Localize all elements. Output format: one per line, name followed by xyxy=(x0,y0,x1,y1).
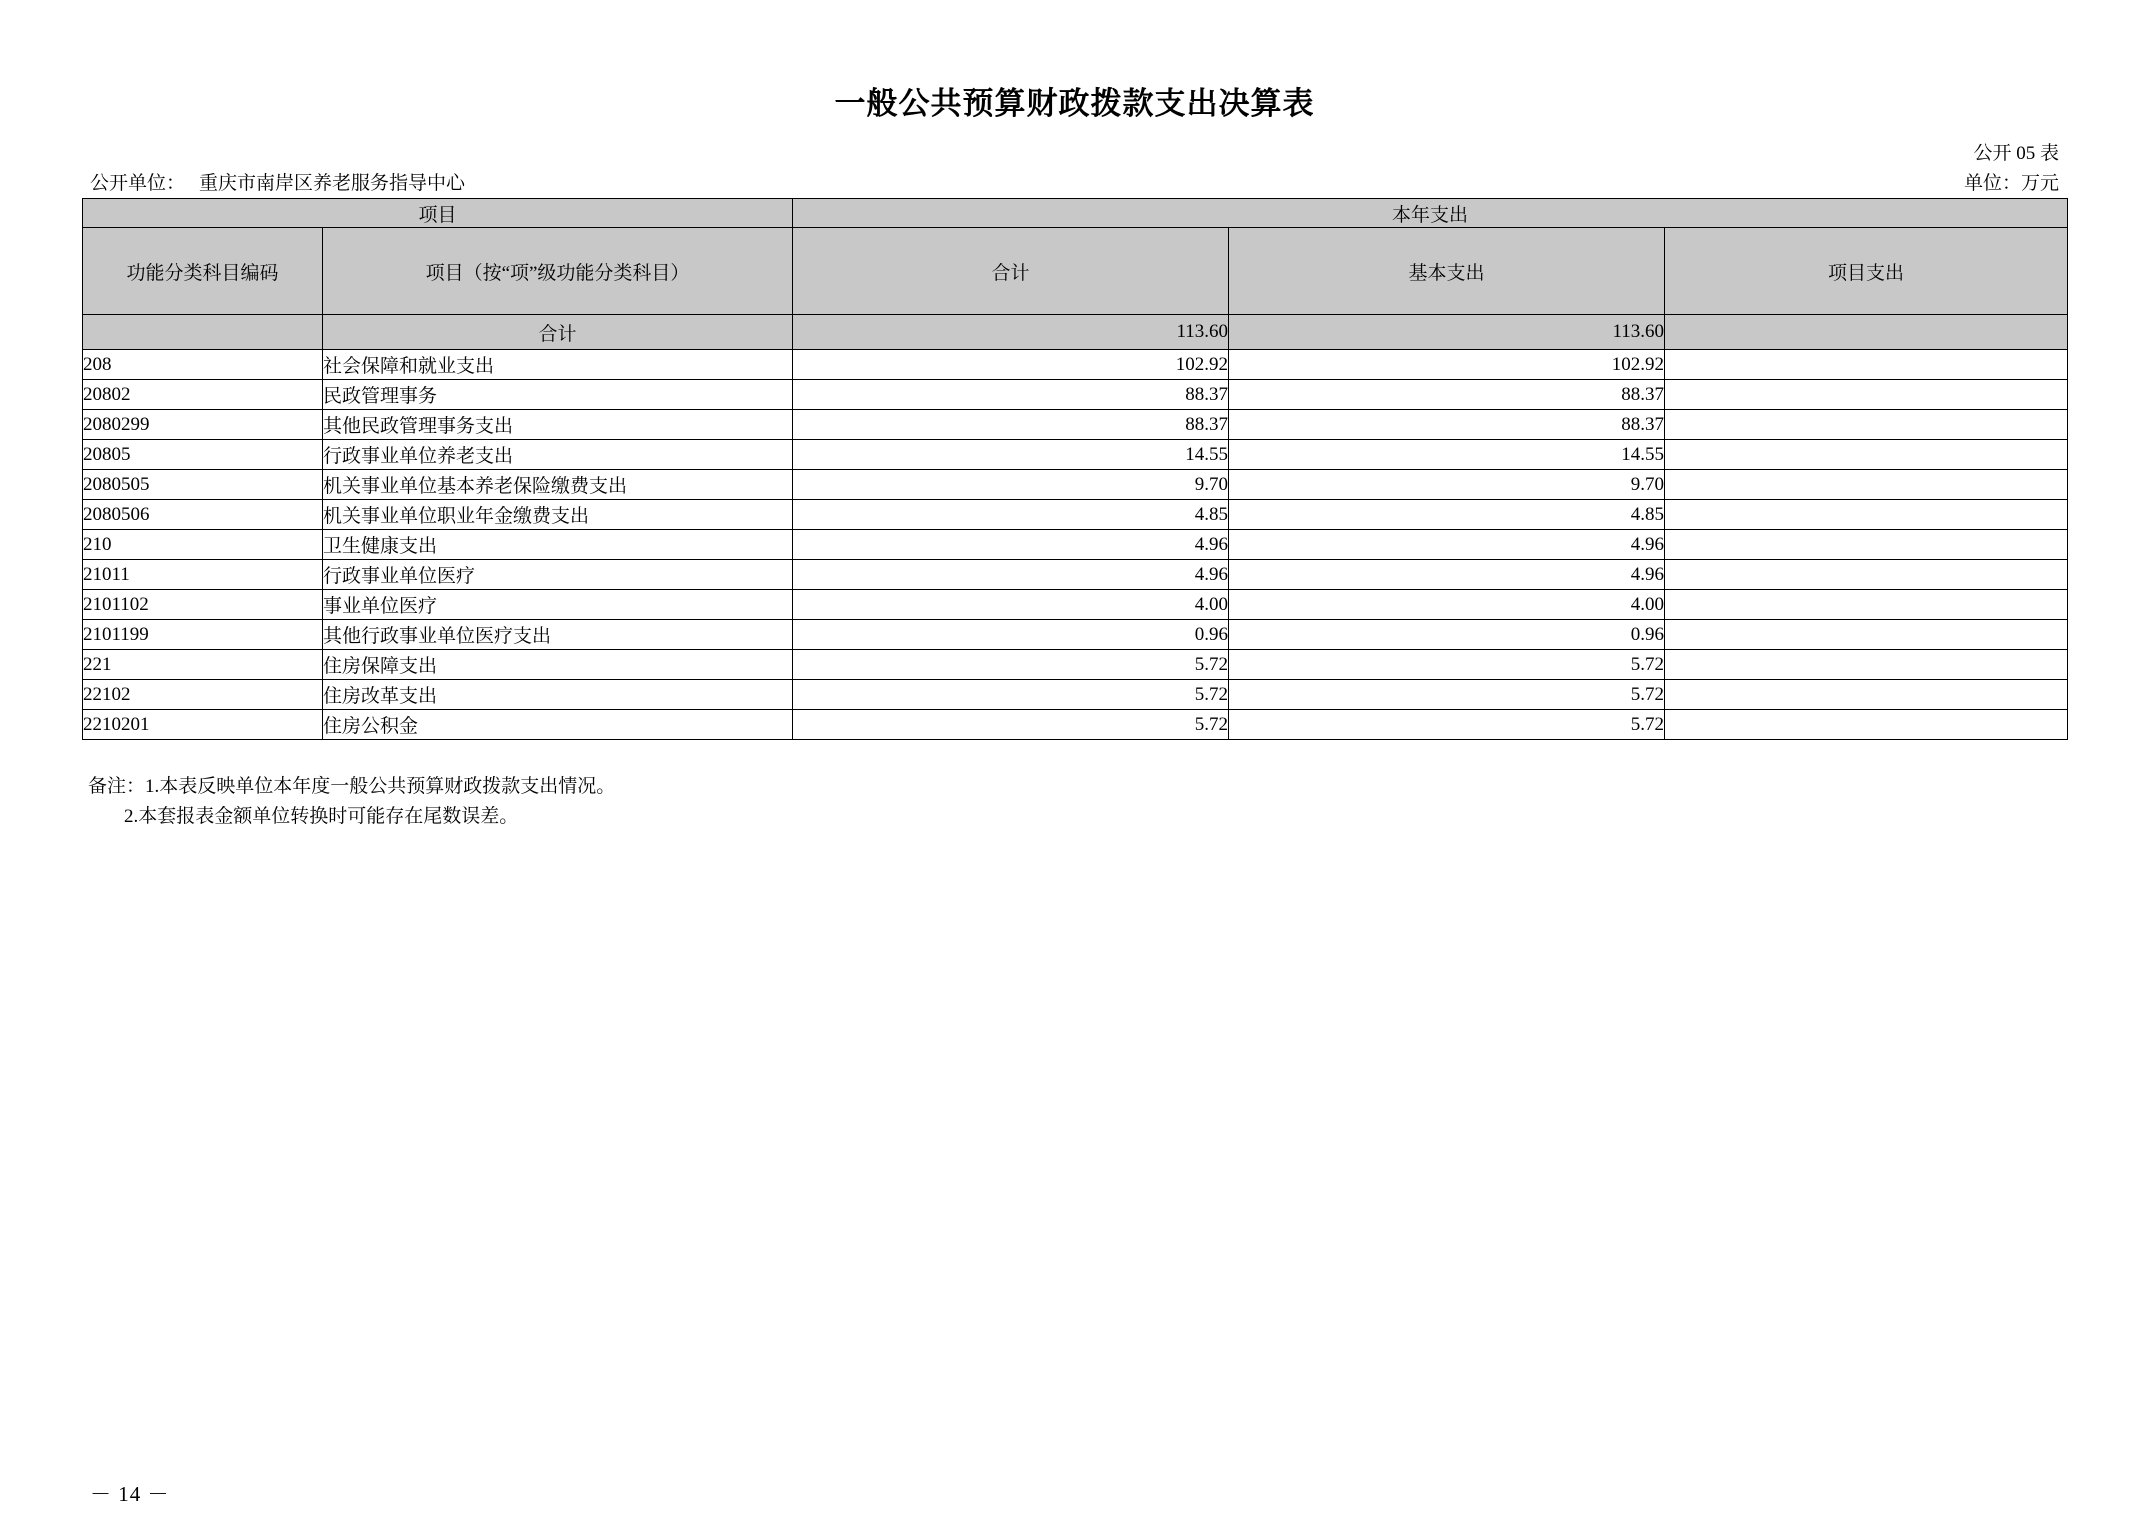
row-total: 5.72 xyxy=(793,680,1229,710)
row-basic: 4.85 xyxy=(1229,500,1665,530)
row-project xyxy=(1665,710,2068,740)
column-header-code: 功能分类科目编码 xyxy=(83,228,323,315)
row-item: 机关事业单位基本养老保险缴费支出 xyxy=(323,470,793,500)
column-header-total: 合计 xyxy=(793,228,1229,315)
row-basic: 0.96 xyxy=(1229,620,1665,650)
row-basic: 4.00 xyxy=(1229,590,1665,620)
publishing-unit-name: 重庆市南岸区养老服务指导中心 xyxy=(199,173,466,194)
table-row xyxy=(83,530,2068,560)
row-project xyxy=(1665,680,2068,710)
row-basic: 5.72 xyxy=(1229,680,1665,710)
row-total: 9.70 xyxy=(793,470,1229,500)
row-item: 住房改革支出 xyxy=(323,680,793,710)
row-project xyxy=(1665,620,2068,650)
row-total: 4.85 xyxy=(793,500,1229,530)
row-item: 住房公积金 xyxy=(323,710,793,740)
table-row xyxy=(83,680,2068,710)
row-code: 210 xyxy=(83,530,323,560)
row-basic: 4.96 xyxy=(1229,560,1665,590)
header-group-current-year: 本年支出 xyxy=(793,199,2068,228)
row-project xyxy=(1665,530,2068,560)
remarks-line-1: 备注：1.本表反映单位本年度一般公共预算财政拨款支出情况。 xyxy=(88,776,616,797)
amount-unit-note: 单位：万元 xyxy=(1963,173,2059,194)
row-basic: 5.72 xyxy=(1229,710,1665,740)
table-row xyxy=(83,380,2068,410)
table-row xyxy=(83,710,2068,740)
row-basic: 5.72 xyxy=(1229,650,1665,680)
row-project xyxy=(1665,470,2068,500)
remarks xyxy=(88,772,615,832)
table-row xyxy=(83,350,2068,380)
table-row xyxy=(83,650,2068,680)
table-header-group-row xyxy=(83,199,2068,228)
column-header-project: 项目支出 xyxy=(1665,228,2068,315)
row-code: 2080505 xyxy=(83,470,323,500)
row-project xyxy=(1665,410,2068,440)
total-row-project xyxy=(1665,315,2068,350)
row-code: 208 xyxy=(83,350,323,380)
row-basic: 4.96 xyxy=(1229,530,1665,560)
column-header-item: 项目（按“项”级功能分类科目） xyxy=(323,228,793,315)
row-project xyxy=(1665,350,2068,380)
row-item: 社会保障和就业支出 xyxy=(323,350,793,380)
row-total: 5.72 xyxy=(793,650,1229,680)
row-code: 221 xyxy=(83,650,323,680)
row-item: 卫生健康支出 xyxy=(323,530,793,560)
row-total: 4.96 xyxy=(793,530,1229,560)
row-item: 行政事业单位养老支出 xyxy=(323,440,793,470)
remarks-line-2: 2.本套报表金额单位转换时可能存在尾数误差。 xyxy=(124,806,519,827)
row-item: 民政管理事务 xyxy=(323,380,793,410)
row-code: 2101199 xyxy=(83,620,323,650)
total-row-total: 113.60 xyxy=(793,315,1229,350)
table-row xyxy=(83,560,2068,590)
row-project xyxy=(1665,590,2068,620)
table-row xyxy=(83,410,2068,440)
table-row xyxy=(83,500,2068,530)
row-total: 4.96 xyxy=(793,560,1229,590)
total-row-code xyxy=(83,315,323,350)
row-code: 2080299 xyxy=(83,410,323,440)
row-item: 事业单位医疗 xyxy=(323,590,793,620)
row-item: 行政事业单位医疗 xyxy=(323,560,793,590)
row-item: 其他民政管理事务支出 xyxy=(323,410,793,440)
row-total: 102.92 xyxy=(793,350,1229,380)
total-row-label: 合计 xyxy=(323,315,793,350)
header-group-item: 项目 xyxy=(83,199,793,228)
row-item: 住房保障支出 xyxy=(323,650,793,680)
row-total: 88.37 xyxy=(793,380,1229,410)
row-project xyxy=(1665,380,2068,410)
page-number: － 14 － xyxy=(90,1482,170,1506)
row-code: 20802 xyxy=(83,380,323,410)
row-code: 2101102 xyxy=(83,590,323,620)
row-basic: 102.92 xyxy=(1229,350,1665,380)
table-row xyxy=(83,470,2068,500)
table-row xyxy=(83,440,2068,470)
row-total: 14.55 xyxy=(793,440,1229,470)
expenditure-table xyxy=(82,198,2068,740)
total-row-basic: 113.60 xyxy=(1229,315,1665,350)
row-code: 20805 xyxy=(83,440,323,470)
row-total: 88.37 xyxy=(793,410,1229,440)
row-item: 其他行政事业单位医疗支出 xyxy=(323,620,793,650)
publishing-unit xyxy=(90,168,465,195)
row-project xyxy=(1665,440,2068,470)
row-code: 2210201 xyxy=(83,710,323,740)
row-basic: 9.70 xyxy=(1229,470,1665,500)
table-row xyxy=(83,620,2068,650)
row-project xyxy=(1665,560,2068,590)
row-basic: 88.37 xyxy=(1229,380,1665,410)
table-total-row xyxy=(83,315,2068,350)
row-basic: 14.55 xyxy=(1229,440,1665,470)
row-total: 0.96 xyxy=(793,620,1229,650)
form-number: 公开 05 表 xyxy=(1973,143,2059,164)
publishing-unit-label: 公开单位： xyxy=(90,173,186,194)
table-header-row xyxy=(83,228,2068,315)
row-code: 2080506 xyxy=(83,500,323,530)
row-basic: 88.37 xyxy=(1229,410,1665,440)
row-item: 机关事业单位职业年金缴费支出 xyxy=(323,500,793,530)
page-title: 一般公共预算财政拨款支出决算表 xyxy=(834,86,1315,121)
row-code: 21011 xyxy=(83,560,323,590)
table-row xyxy=(83,590,2068,620)
row-code: 22102 xyxy=(83,680,323,710)
row-project xyxy=(1665,500,2068,530)
column-header-basic: 基本支出 xyxy=(1229,228,1665,315)
row-total: 5.72 xyxy=(793,710,1229,740)
row-project xyxy=(1665,650,2068,680)
row-total: 4.00 xyxy=(793,590,1229,620)
